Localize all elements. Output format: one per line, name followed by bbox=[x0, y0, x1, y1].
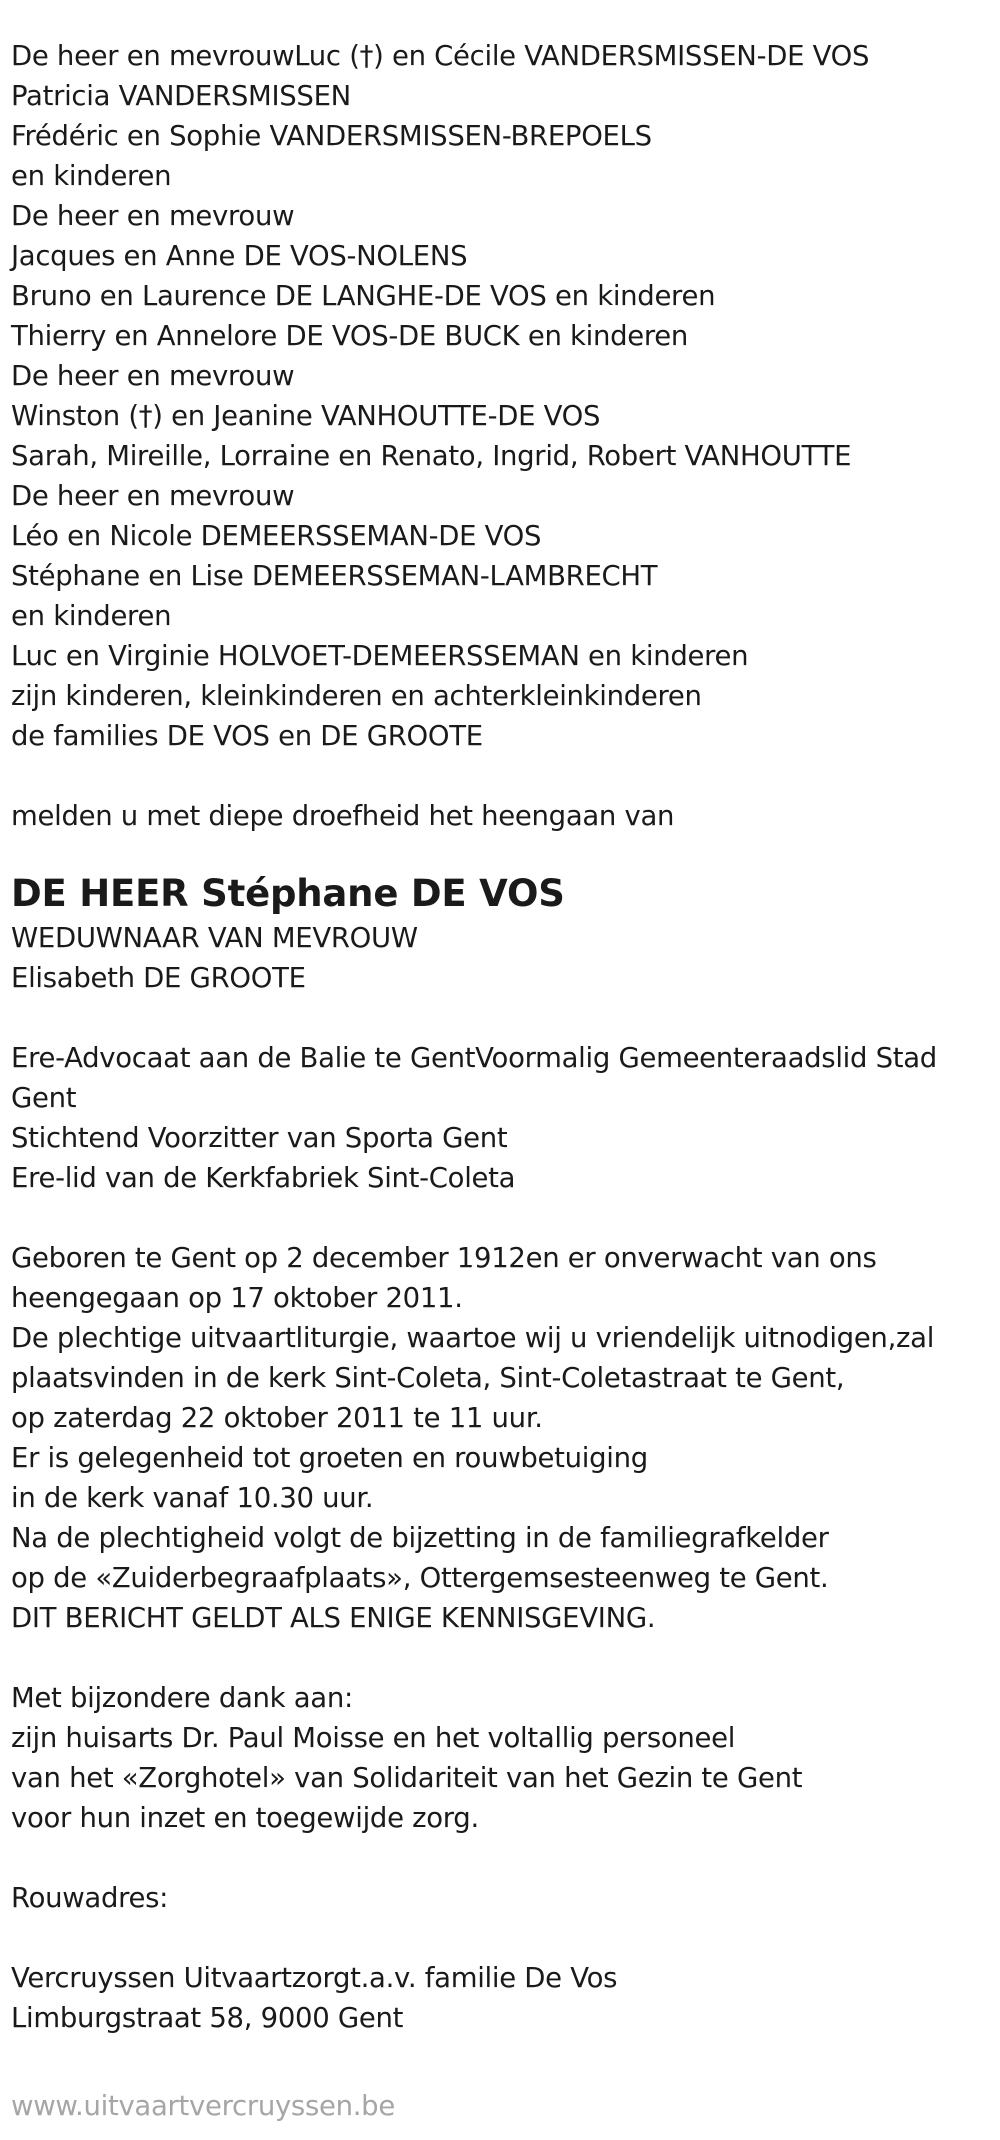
address-block bbox=[11, 1878, 991, 2038]
family-line: Frédéric en Sophie VANDERSMISSEN-BREPOELS bbox=[11, 120, 652, 152]
thanks-block bbox=[11, 1678, 991, 1838]
family-line: en kinderen bbox=[11, 600, 172, 632]
family-line: De heer en mevrouw bbox=[11, 200, 295, 232]
family-line: Bruno en Laurence DE LANGHE-DE VOS en kinderen bbox=[11, 280, 716, 312]
spacer bbox=[11, 1838, 991, 1878]
family-line: Léo en Nicole DEMEERSSEMAN-DE VOS bbox=[11, 520, 542, 552]
detail-line: plaatsvinden in de kerk Sint-Coleta, Sint-Coletastraat te Gent, bbox=[11, 1362, 845, 1394]
detail-line: Na de plechtigheid volgt de bijzetting in de familiegrafkelder bbox=[11, 1522, 829, 1554]
family-line: de families DE VOS en DE GROOTE bbox=[11, 720, 483, 752]
family-line: Patricia VANDERSMISSEN bbox=[11, 80, 351, 112]
announcement-text: melden u met diepe droefheid het heengaan van bbox=[11, 800, 675, 832]
detail-line: in de kerk vanaf 10.30 uur. bbox=[11, 1482, 374, 1514]
thanks-line: Met bijzondere dank aan: bbox=[11, 1682, 353, 1714]
thanks-line: voor hun inzet en toegewijde zorg. bbox=[11, 1802, 479, 1834]
obituary-notice bbox=[11, 36, 991, 2038]
spouse-name: Elisabeth DE GROOTE bbox=[11, 962, 306, 994]
deceased-name: DE HEER Stéphane DE VOS bbox=[11, 872, 565, 915]
family-line: De heer en mevrouwLuc (†) en Cécile VANDERSMISSEN-DE VOS bbox=[11, 40, 870, 72]
detail-line: Er is gelegenheid tot groeten en rouwbetuiging bbox=[11, 1442, 648, 1474]
spacer bbox=[11, 756, 991, 796]
title-line: Gent bbox=[11, 1082, 77, 1114]
deceased-block bbox=[11, 870, 991, 998]
detail-line: DIT BERICHT GELDT ALS ENIGE KENNISGEVING. bbox=[11, 1602, 656, 1634]
titles-block bbox=[11, 1038, 991, 1198]
title-line: Ere-Advocaat aan de Balie te GentVoormalig Gemeenteraadslid Stad bbox=[11, 1042, 937, 1074]
family-line: zijn kinderen, kleinkinderen en achterkleinkinderen bbox=[11, 680, 702, 712]
family-line: De heer en mevrouw bbox=[11, 360, 295, 392]
footer-website-link[interactable]: www.uitvaartvercruyssen.be bbox=[11, 2090, 395, 2122]
address-label: Rouwadres: bbox=[11, 1882, 169, 1914]
widower-line: WEDUWNAAR VAN MEVROUW bbox=[11, 922, 418, 954]
family-line: Luc en Virginie HOLVOET-DEMEERSSEMAN en kinderen bbox=[11, 640, 749, 672]
family-line: en kinderen bbox=[11, 160, 172, 192]
detail-line: heengegaan op 17 oktober 2011. bbox=[11, 1282, 463, 1314]
detail-line: Geboren te Gent op 2 december 1912en er onverwacht van ons bbox=[11, 1242, 877, 1274]
spacer bbox=[11, 1198, 991, 1238]
spacer bbox=[11, 1918, 991, 1958]
address-line: Vercruyssen Uitvaartzorgt.a.v. familie De Vos bbox=[11, 1962, 618, 1994]
family-list bbox=[11, 36, 991, 756]
details-block bbox=[11, 1238, 991, 1638]
detail-line: op de «Zuiderbegraafplaats», Ottergemsesteenweg te Gent. bbox=[11, 1562, 829, 1594]
thanks-line: zijn huisarts Dr. Paul Moisse en het voltallig personeel bbox=[11, 1722, 736, 1754]
family-line: Winston (†) en Jeanine VANHOUTTE-DE VOS bbox=[11, 400, 601, 432]
address-line: Limburgstraat 58, 9000 Gent bbox=[11, 2002, 404, 2034]
detail-line: De plechtige uitvaartliturgie, waartoe wij u vriendelijk uitnodigen,zal bbox=[11, 1322, 935, 1354]
family-line: Thierry en Annelore DE VOS-DE BUCK en kinderen bbox=[11, 320, 689, 352]
family-line: Jacques en Anne DE VOS-NOLENS bbox=[11, 240, 468, 272]
spacer bbox=[11, 836, 991, 870]
spacer bbox=[11, 1638, 991, 1678]
detail-line: op zaterdag 22 oktober 2011 te 11 uur. bbox=[11, 1402, 543, 1434]
spacer bbox=[11, 998, 991, 1038]
family-line: Stéphane en Lise DEMEERSSEMAN-LAMBRECHT bbox=[11, 560, 658, 592]
family-line: De heer en mevrouw bbox=[11, 480, 295, 512]
title-line: Stichtend Voorzitter van Sporta Gent bbox=[11, 1122, 508, 1154]
family-line: Sarah, Mireille, Lorraine en Renato, Ingrid, Robert VANHOUTTE bbox=[11, 440, 852, 472]
title-line: Ere-lid van de Kerkfabriek Sint-Coleta bbox=[11, 1162, 516, 1194]
thanks-line: van het «Zorghotel» van Solidariteit van het Gezin te Gent bbox=[11, 1762, 803, 1794]
